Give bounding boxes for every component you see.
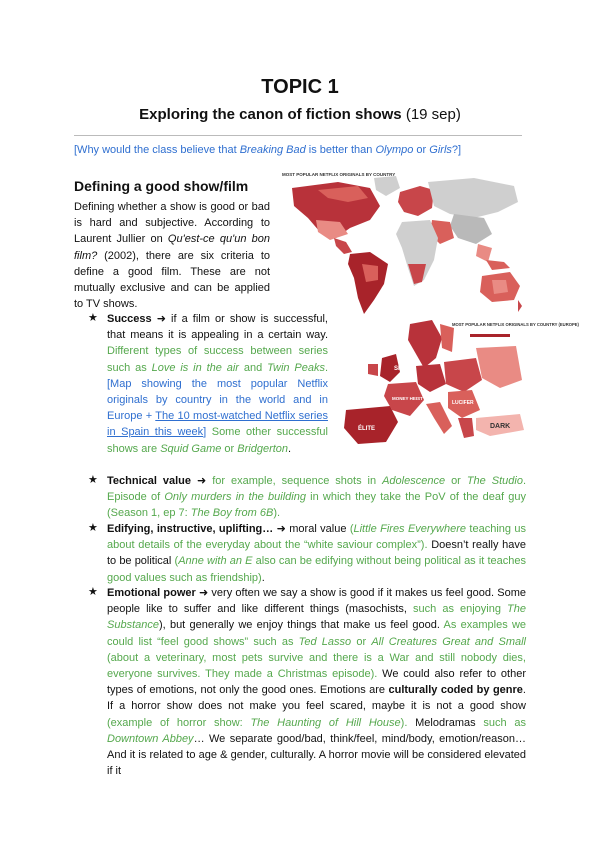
show-title: All Creatures Great and Small xyxy=(371,635,526,648)
arrow-icon: ➜ xyxy=(156,313,166,325)
green-note: or xyxy=(351,635,372,648)
europe-map-legend xyxy=(470,334,510,337)
subtitle-main: Exploring the canon of fiction shows xyxy=(139,106,402,123)
criterion-technical xyxy=(107,473,526,522)
green-note: Episode of xyxy=(107,491,165,504)
note-text: ?] xyxy=(451,144,462,156)
criterion-text: … We separate good/bad, think/feel, mind/body, emotion/reason… And it is related to age & gender, culturally. A horror movie will be considered elevated if it xyxy=(107,732,526,778)
green-note: . xyxy=(522,475,527,487)
green-note: such as enjoying xyxy=(413,603,508,616)
green-note: ( xyxy=(349,523,354,535)
europe-map-label: LUCIFER xyxy=(452,400,474,406)
show-title: The Substance xyxy=(107,603,526,632)
show-title: Downtown Abbey xyxy=(107,732,194,745)
show-title: Only murders in the building xyxy=(164,491,306,504)
arrow-icon: ➜ xyxy=(199,587,209,599)
green-note: also can be edifying without being political as it teaches good values such as friendship) xyxy=(107,555,526,584)
europe-map-caption: MOST POPULAR NETFLIX ORIGINALS BY COUNTRY (EUROPE) xyxy=(452,322,579,327)
criterion-edifying xyxy=(107,521,526,586)
criterion-label: Edifying, instructive, uplifting… xyxy=(107,523,274,535)
green-note: ). xyxy=(273,507,281,520)
blue-note: ] xyxy=(203,426,207,439)
book-title: Qu'est-ce qu'un bon film? xyxy=(74,233,270,262)
europe-map-label: SKINS xyxy=(394,366,413,372)
section-heading: Defining a good show/film xyxy=(74,178,249,194)
criterion-label: Emotional power xyxy=(107,587,196,599)
note-show: Breaking Bad xyxy=(239,144,306,156)
arrow-icon: ➜ xyxy=(197,475,207,487)
show-title: The Boy from 6B xyxy=(190,507,274,520)
show-title: Anne with an E xyxy=(178,555,253,568)
note-text: or xyxy=(413,144,430,156)
subtitle-date: (19 sep) xyxy=(405,106,461,123)
arrow-icon: ➜ xyxy=(276,523,286,535)
criterion-text: We could also refer to other types of emotions, not only the good ones. Emotions are xyxy=(107,668,526,697)
green-note: Some other successful shows are xyxy=(107,426,328,455)
note-show: Olympo xyxy=(375,144,414,156)
criterion-text: if a film or show is successful, that means it is appealing in a certain way. xyxy=(107,313,328,342)
emphasis-text: culturally coded by genre xyxy=(388,684,523,697)
world-netflix-map xyxy=(278,168,526,318)
green-note: (about a veterinary, most pets survive and there is a War and still nobody dies, everyone survives. They made a Christmas episode). xyxy=(107,651,526,681)
show-title: The Haunting of Hill House xyxy=(250,716,401,729)
criterion-text: ), but generally we enjoy things that make us feel good. xyxy=(158,619,444,632)
note-text: [Why would the class believe that xyxy=(74,144,240,156)
world-map-caption: MOST POPULAR NETFLIX ORIGINALS BY COUNTRY xyxy=(282,172,396,177)
note-show: Girls xyxy=(429,144,452,156)
show-title: Squid Game xyxy=(160,442,222,455)
intro-paragraph xyxy=(74,199,270,312)
criterion-text: Melodramas xyxy=(407,716,484,729)
green-note: such as xyxy=(483,716,526,729)
bullet-star-icon: ★ xyxy=(88,586,98,598)
show-title: The Studio xyxy=(466,475,523,487)
criterion-success xyxy=(107,311,328,457)
green-note: for example, sequence shots in xyxy=(206,475,383,487)
page-title: TOPIC 1 xyxy=(261,76,339,98)
bullet-star-icon: ★ xyxy=(88,312,98,324)
blue-note: [Map showing the most popular Netflix originals by country in the world and in Europe + xyxy=(107,377,328,423)
green-note: As examples we could list “feel good shows” such as xyxy=(107,619,527,648)
europe-map-label: DARK xyxy=(490,423,511,430)
green-note: and xyxy=(238,361,268,374)
bullet-star-icon: ★ xyxy=(88,474,98,486)
criterion-emotional xyxy=(107,585,526,779)
green-note: . xyxy=(324,361,329,374)
criterion-text: moral value xyxy=(285,523,350,535)
criterion-label: Technical value xyxy=(107,475,192,487)
europe-map-label: MONEY HEIST xyxy=(392,396,423,401)
page-subtitle xyxy=(0,106,600,123)
criterion-text: Doesn’t really have to be political xyxy=(107,539,526,568)
green-note: teaching us about details of the everyday about the “white saviour complex”). xyxy=(107,523,526,552)
criterion-text: very often we say a show is good if it makes us feel good. Some people like to suffer and like different things (masochists, xyxy=(107,587,527,616)
europe-netflix-map xyxy=(340,318,579,456)
criterion-label: Success xyxy=(107,313,152,325)
show-title: Bridgerton xyxy=(237,442,289,455)
netflix-spain-link[interactable]: The 10 most-watched Netflix series in Spain this week xyxy=(107,410,328,439)
class-question-note xyxy=(74,144,461,156)
green-note: in which they take the PoV of the deaf guy xyxy=(305,491,526,504)
green-note: (example of horror show: xyxy=(107,716,251,729)
green-note: ). xyxy=(400,716,408,729)
show-title: Ted Lasso xyxy=(298,635,352,648)
criterion-text: . xyxy=(288,442,292,455)
show-title: Twin Peaks xyxy=(267,361,325,374)
divider xyxy=(74,135,522,136)
note-text: is better than xyxy=(305,144,376,156)
green-note: (Season 1, ep 7: xyxy=(107,507,191,520)
criterion-text: . xyxy=(261,571,265,584)
show-title: Little Fires Everywhere xyxy=(353,523,467,535)
green-note: ( xyxy=(174,555,179,568)
green-note: or xyxy=(445,475,467,487)
europe-map-label: ÉLITE xyxy=(358,426,376,432)
show-title: Love is in the air xyxy=(151,361,239,374)
green-note: Different types of success between series such as xyxy=(107,345,328,374)
intro-text: (2002), there are six criteria to define a good film. These are not mutually exclusive and can be applied to TV shows. xyxy=(74,249,270,311)
bullet-star-icon: ★ xyxy=(88,522,98,534)
criterion-text: . If a horror show does not make you feel scared, maybe it is not a good show xyxy=(107,684,526,713)
green-note: or xyxy=(221,442,238,455)
show-title: Adolescence xyxy=(382,475,446,487)
intro-text: Defining whether a show is good or bad is hard and subjective. According to Laurent Jullier on xyxy=(74,201,270,246)
